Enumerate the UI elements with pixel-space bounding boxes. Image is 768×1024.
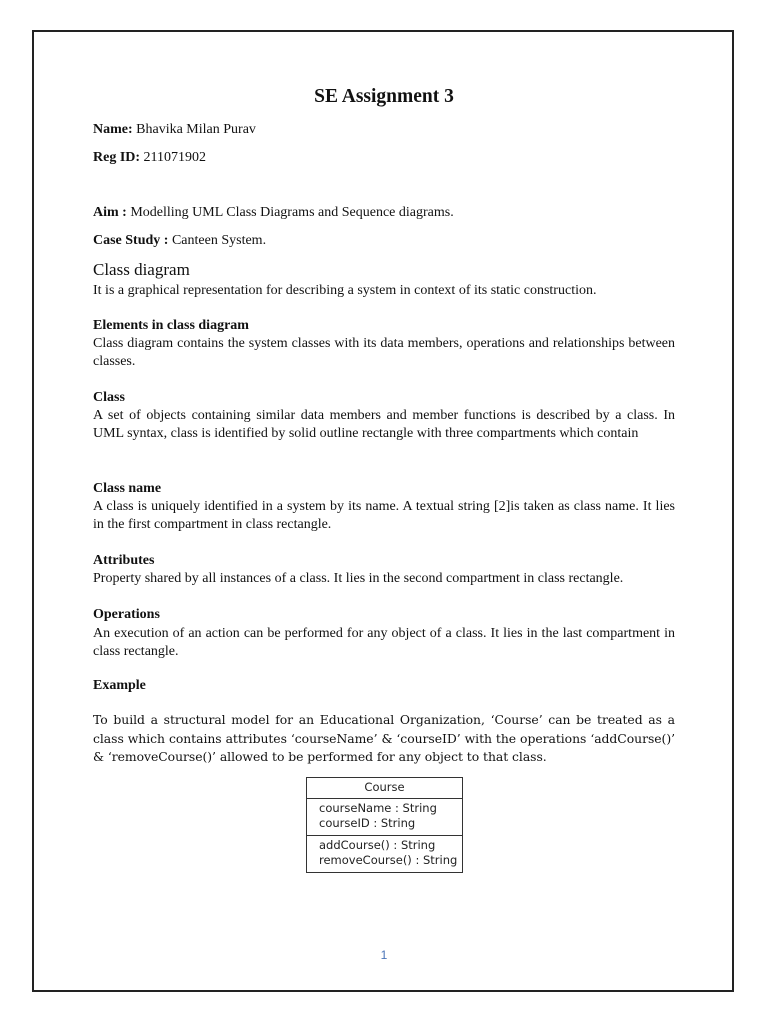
page-number: 1: [380, 948, 388, 962]
operations-text: An execution of an action can be performed for any object of a class. It lies in the last compartment in class rectangle.: [93, 626, 675, 659]
uml-operation: addCourse() : String: [319, 838, 436, 852]
class-name-text: A class is uniquely identified in a system by its name. A textual string [2]is taken as class name. It lies in the first compartment in class rectangle.: [93, 499, 675, 532]
uml-class-box: [306, 777, 463, 873]
uml-attributes-compartment: [307, 799, 462, 836]
name-value: Bhavika Milan Purav: [136, 122, 256, 137]
example-text: To build a structural model for an Educational Organization, ‘Course’ can be treated as a class which contains attributes ‘courseName’ & ‘courseID’ with the operations ‘addCourse()’ & ‘removeCourse()’ allowed to be performed for any object to that class.: [93, 712, 675, 764]
case-study-value: Canteen System.: [171, 233, 267, 248]
class-diagram-text: It is a graphical representation for describing a system in context of its static construction.: [93, 283, 597, 298]
document-title: SE Assignment 3: [314, 86, 454, 107]
example-heading: Example: [93, 678, 146, 693]
elements-text: Class diagram contains the system classes with its data members, operations and relationships between classes.: [93, 336, 675, 369]
case-study-label: Case Study :: [93, 233, 169, 248]
class-diagram-heading: Class diagram: [93, 260, 190, 279]
aim-label: Aim :: [93, 205, 127, 220]
regid-value: 211071902: [143, 150, 207, 165]
attributes-text: Property shared by all instances of a class. It lies in the second compartment in class rectangle.: [93, 571, 624, 586]
uml-operation: removeCourse() : String: [319, 853, 458, 867]
name-label: Name:: [93, 122, 133, 137]
aim-line: [93, 204, 454, 222]
elements-heading: Elements in class diagram: [93, 318, 249, 333]
uml-operations-compartment: [307, 836, 462, 871]
uml-class-name: Course: [307, 778, 462, 799]
case-study-line: [93, 232, 266, 250]
class-heading: Class: [93, 390, 125, 405]
operations-heading: Operations: [93, 607, 160, 622]
attributes-heading: Attributes: [93, 553, 155, 568]
class-name-heading: Class name: [93, 481, 162, 496]
aim-value: Modelling UML Class Diagrams and Sequence diagrams.: [130, 205, 454, 220]
uml-attribute: courseID : String: [319, 816, 416, 830]
name-line: [93, 121, 256, 139]
regid-line: [93, 149, 206, 167]
uml-attribute: courseName : String: [319, 801, 437, 815]
regid-label: Reg ID:: [93, 150, 141, 165]
class-text: A set of objects containing similar data members and member functions is described by a class. In UML syntax, class is identified by solid outline rectangle with three compartments which contain: [93, 408, 675, 441]
